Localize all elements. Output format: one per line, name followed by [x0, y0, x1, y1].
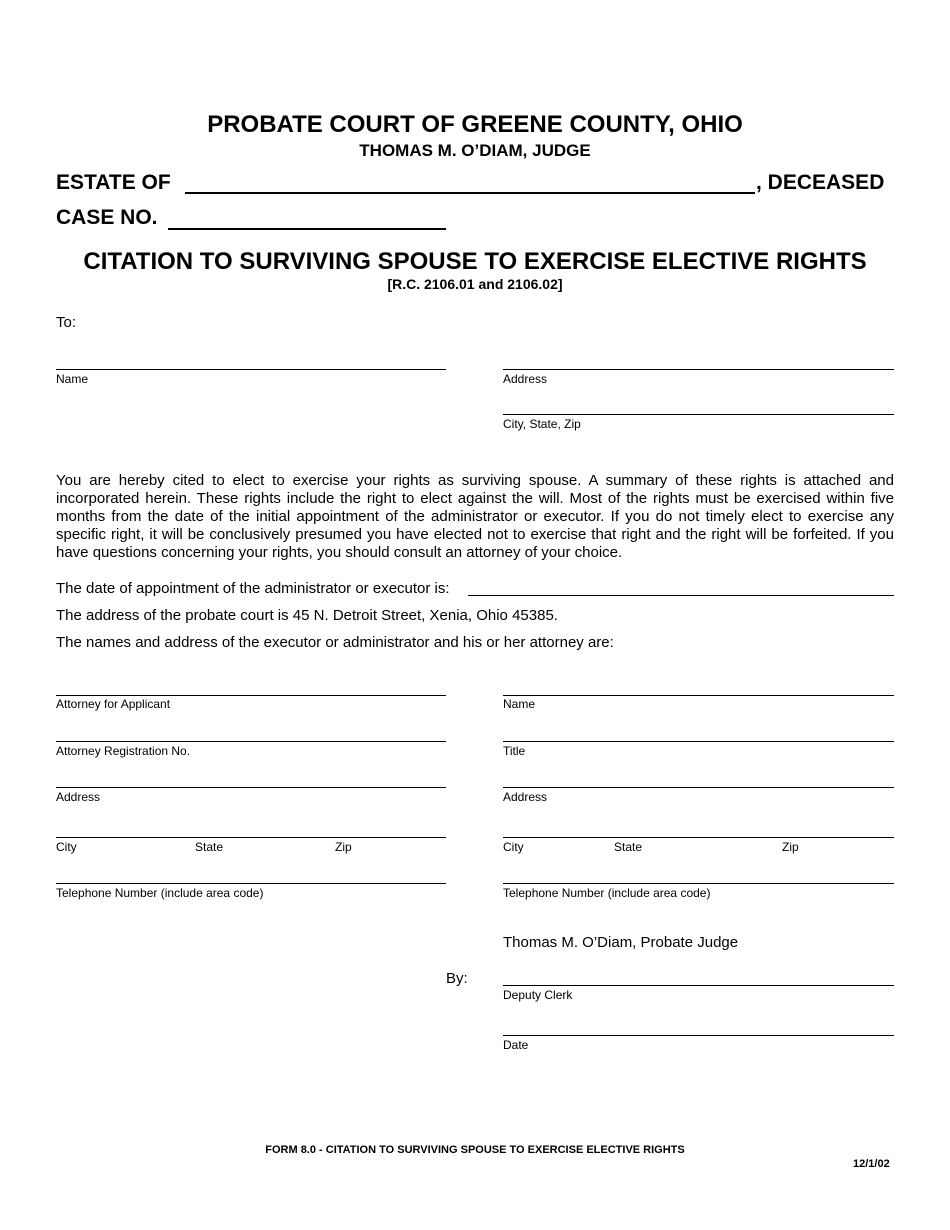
signature-date-field[interactable] [503, 1035, 894, 1036]
fiduciary-zip-label: Zip [782, 840, 799, 854]
attorney-address-label: Address [56, 790, 101, 804]
attorney-city-label: City [56, 840, 77, 854]
case-no-label: CASE NO. [56, 206, 158, 229]
fiduciary-name-field[interactable] [503, 695, 894, 696]
court-title: PROBATE COURT OF GREENE COUNTY, OHIO [207, 111, 743, 138]
recipient-name-field[interactable] [56, 369, 446, 370]
fiduciary-phone-label: Telephone Number (include area code) [503, 886, 711, 900]
attorney-phone-field[interactable] [56, 883, 446, 884]
appointment-date-text: The date of appointment of the administrator or executor is: [56, 580, 450, 597]
fiduciary-address-label: Address [503, 790, 548, 804]
fiduciary-city-field[interactable] [503, 837, 894, 838]
attorney-address-field[interactable] [56, 787, 446, 788]
fiduciary-state-label: State [614, 840, 643, 854]
revision-date: 12/1/02 [853, 1158, 890, 1170]
deputy-clerk-label: Deputy Clerk [503, 988, 573, 1002]
estate-name-field[interactable] [185, 192, 755, 194]
fiduciary-name-label: Name [503, 697, 536, 711]
citation-paragraph: You are hereby cited to elect to exercise your rights as surviving spouse. A summary of these rights is attached and incorporated herein. These rights include the right to elect against the will. Most of the rights must be exercised within five months from the date of the initial appointment of the administrator or executor. If you do not timely elect to exercise any specific right, it will be conclusively presumed you have elected not to exercise that right and the right will be forfeited. If you have questions concerning your rights, you should consult an attorney of your choice. [56, 472, 894, 561]
attorney-phone-label: Telephone Number (include area code) [56, 886, 264, 900]
signature-date-label: Date [503, 1038, 529, 1052]
recipient-address-label: Address [503, 372, 548, 386]
court-address-text: The address of the probate court is 45 N. Detroit Street, Xenia, Ohio 45385. [56, 607, 558, 624]
by-label: By: [446, 970, 468, 987]
attorney-state-label: State [195, 840, 224, 854]
deputy-clerk-signature-field[interactable] [503, 985, 894, 986]
document-title: CITATION TO SURVIVING SPOUSE TO EXERCISE ELECTIVE RIGHTS [83, 248, 867, 275]
recipient-name-label: Name [56, 372, 89, 386]
appointment-date-field[interactable] [468, 595, 894, 596]
attorney-registration-label: Attorney Registration No. [56, 744, 191, 758]
attorney-zip-label: Zip [335, 840, 352, 854]
form-footer: FORM 8.0 - CITATION TO SURVIVING SPOUSE TO EXERCISE ELECTIVE RIGHTS [265, 1144, 685, 1156]
fiduciary-title-label: Title [503, 744, 526, 758]
estate-of-label: ESTATE OF [56, 171, 171, 194]
fiduciary-city-label: City [503, 840, 524, 854]
recipient-address-field[interactable] [503, 369, 894, 370]
recipient-city-label: City, State, Zip [503, 417, 581, 431]
case-number-field[interactable] [168, 228, 446, 230]
attorney-city-field[interactable] [56, 837, 446, 838]
recipient-city-field[interactable] [503, 414, 894, 415]
fiduciary-address-field[interactable] [503, 787, 894, 788]
attorney-field[interactable] [56, 695, 446, 696]
to-label: To: [56, 314, 77, 331]
names-intro-text: The names and address of the executor or administrator and his or her attorney are: [56, 634, 614, 651]
statute-reference: [R.C. 2106.01 and 2106.02] [387, 276, 563, 292]
fiduciary-title-field[interactable] [503, 741, 894, 742]
attorney-label: Attorney for Applicant [56, 697, 171, 711]
fiduciary-phone-field[interactable] [503, 883, 894, 884]
judge-name-header: THOMAS M. O’DIAM, JUDGE [359, 141, 591, 160]
probate-judge-name: Thomas M. O’Diam, Probate Judge [503, 934, 739, 951]
attorney-registration-field[interactable] [56, 741, 446, 742]
deceased-label: , DECEASED [756, 171, 885, 194]
